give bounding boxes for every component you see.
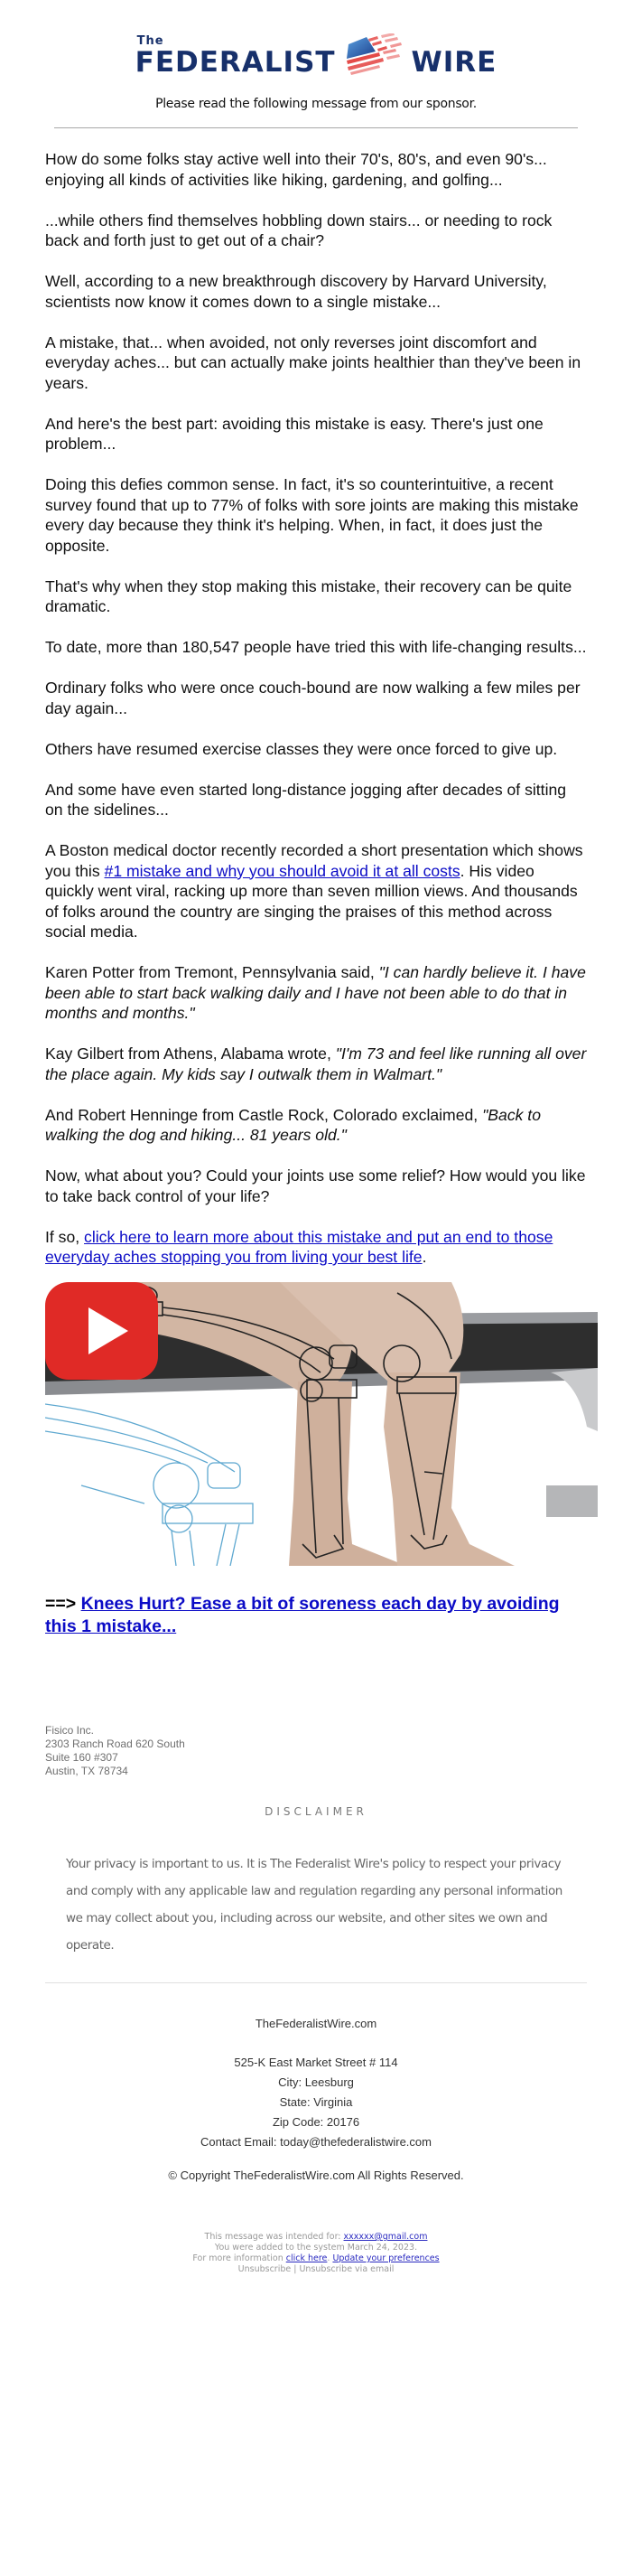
sponsor-company: Fisico Inc. bbox=[45, 1724, 95, 1737]
article-body bbox=[0, 149, 632, 1638]
unsubscribe-link[interactable]: Unsubscribe bbox=[237, 2264, 292, 2274]
unsubscribe-email-link[interactable]: Unsubscribe via email bbox=[299, 2264, 395, 2274]
cta-text-before: If so, bbox=[45, 1227, 85, 1246]
disclaimer-body: Your privacy is important to us. It is The Federalist Wire's policy to respect your privacy and comply with any applicable law and regulation regarding any personal information we may collect about you, including across our website, and other sites we own and operate. bbox=[66, 1857, 562, 1953]
testimonial-kay bbox=[45, 1044, 587, 1084]
unsubscribe-line bbox=[0, 2264, 632, 2275]
cta-headline bbox=[45, 1593, 587, 1638]
cta-arrow: ==> bbox=[45, 1594, 81, 1614]
sponsor-city: Austin, TX 78734 bbox=[45, 1765, 128, 1777]
intended-for-line bbox=[0, 2232, 632, 2243]
testimonial-intro: Kay Gilbert from Athens, Alabama wrote, bbox=[45, 1044, 336, 1063]
paragraph: Ordinary folks who were once couch-bound are now walking a few miles per day again... bbox=[45, 679, 581, 717]
recipient-email-link[interactable]: xxxxxx@gmail.com bbox=[343, 2232, 428, 2242]
doctor-text-before: A Boston medical doctor recently recorded a short presentation which shows you this bbox=[45, 841, 583, 880]
logo-wordmark bbox=[135, 35, 336, 77]
mistake-link[interactable]: #1 mistake and why you should avoid it at all costs bbox=[104, 861, 460, 880]
testimonial-karen bbox=[45, 962, 587, 1024]
more-info-label: For more information bbox=[192, 2253, 286, 2263]
update-preferences-link[interactable]: Update your preferences bbox=[332, 2253, 440, 2263]
paragraph: Well, according to a new breakthrough discovery by Harvard University, scientists now know it comes down to a single mistake... bbox=[45, 272, 547, 311]
separator: . bbox=[327, 2253, 333, 2263]
site-zip: Zip Code: 20176 bbox=[272, 2115, 360, 2129]
paragraph: A mistake, that... when avoided, not only reverses joint discomfort and everyday aches... but can actually make joints healthier than they've been in years. bbox=[45, 333, 581, 392]
paragraph: ...while others find themselves hobbling down stairs... or needing to rock back and forth just to get out of a chair? bbox=[45, 211, 553, 249]
testimonial-intro: And Robert Henninge from Castle Rock, Colorado exclaimed, bbox=[45, 1105, 483, 1124]
testimonial-intro: Karen Potter from Tremont, Pennsylvania said, bbox=[45, 963, 379, 981]
sponsor-address bbox=[0, 1724, 632, 1778]
site-street: 525-K East Market Street # 114 bbox=[234, 2056, 398, 2069]
knees-hurt-link[interactable]: Knees Hurt? Ease a bit of soreness each day by avoiding this 1 mistake... bbox=[45, 1594, 560, 1636]
paragraph: That's why when they stop making this mistake, their recovery can be quite dramatic. bbox=[45, 576, 572, 615]
intended-label: This message was intended for: bbox=[204, 2232, 344, 2242]
paragraph: Doing this defies common sense. In fact, it's so counterintuitive, a recent survey found that up to 77% of folks with sore joints are making this mistake every day because they think it's helping. When, in fact, it does just the opposite. bbox=[45, 475, 579, 555]
disclaimer-divider bbox=[45, 1982, 587, 1983]
doctor-text-after: . His video quickly went viral, racking up more than seven million views. And thousands of folks around the country are singing the praises of this method across social media. bbox=[45, 861, 578, 941]
sponsor-note: Please read the following message from our sponsor. bbox=[155, 97, 477, 111]
youtube-play-icon[interactable] bbox=[45, 1282, 158, 1380]
site-footer bbox=[0, 2017, 632, 2182]
cta-text-after: . bbox=[422, 1248, 427, 1266]
logo-federalist: FEDERALIST bbox=[135, 46, 336, 79]
site-contact-email: Contact Email: today@thefederalistwire.com bbox=[200, 2135, 432, 2149]
sponsor-suite: Suite 160 #307 bbox=[45, 1751, 118, 1764]
paragraph: And some have even started long-distance jogging after decades of sitting on the sidelines... bbox=[45, 780, 567, 819]
copyright: © Copyright TheFederalistWire.com All Rights Reserved. bbox=[168, 2169, 464, 2182]
federalist-wire-logo[interactable] bbox=[135, 27, 497, 77]
disclaimer-title: DISCLAIMER bbox=[265, 1805, 367, 1818]
paragraph: And here's the best part: avoiding this mistake is easy. There's just one problem... bbox=[45, 414, 544, 453]
paragraph: Others have resumed exercise classes they were once forced to give up. bbox=[45, 739, 558, 758]
site-city: City: Leesburg bbox=[278, 2075, 354, 2089]
site-domain: TheFederalistWire.com bbox=[255, 2017, 377, 2030]
email-footer bbox=[0, 2232, 632, 2302]
testimonial-robert bbox=[45, 1105, 587, 1146]
site-address bbox=[0, 2053, 632, 2152]
cta-paragraph bbox=[45, 1227, 587, 1268]
pipe-separator: | bbox=[291, 2264, 300, 2274]
header-divider bbox=[54, 127, 578, 128]
paragraph: How do some folks stay active well into their 70's, 80's, and even 90's... enjoying all kinds of activities like hiking, gardening, and golfing... bbox=[45, 150, 547, 189]
testimonial-quote: "I'm 73 and feel like running all over the place again. My kids say I outwalk them in Walmart." bbox=[45, 1044, 587, 1083]
more-info-line bbox=[0, 2253, 632, 2264]
click-here-link[interactable]: click here bbox=[285, 2253, 328, 2263]
flag-icon bbox=[343, 33, 406, 77]
added-date-line: You were added to the system March 24, 2023. bbox=[214, 2243, 418, 2253]
sponsor-street: 2303 Ranch Road 620 South bbox=[45, 1738, 185, 1750]
video-thumbnail[interactable] bbox=[45, 1282, 598, 1566]
logo-wire: WIRE bbox=[411, 46, 497, 79]
doctor-paragraph bbox=[45, 840, 587, 942]
learn-more-link[interactable]: click here to learn more about this mistake and put an end to those everyday aches stopping you from living your best life bbox=[45, 1227, 553, 1266]
question-paragraph: Now, what about you? Could your joints use some relief? How would you like to take back control of your life? bbox=[45, 1166, 586, 1205]
paragraph: To date, more than 180,547 people have tried this with life-changing results... bbox=[45, 638, 587, 656]
site-state: State: Virginia bbox=[279, 2095, 353, 2109]
testimonial-quote: "I can hardly believe it. I have been able to start back walking daily and I have not been able to do that in months and months." bbox=[45, 963, 586, 1022]
email-header bbox=[0, 0, 632, 128]
testimonial-quote: "Back to walking the dog and hiking... 81 years old." bbox=[45, 1105, 541, 1144]
logo-the: The bbox=[136, 34, 164, 48]
